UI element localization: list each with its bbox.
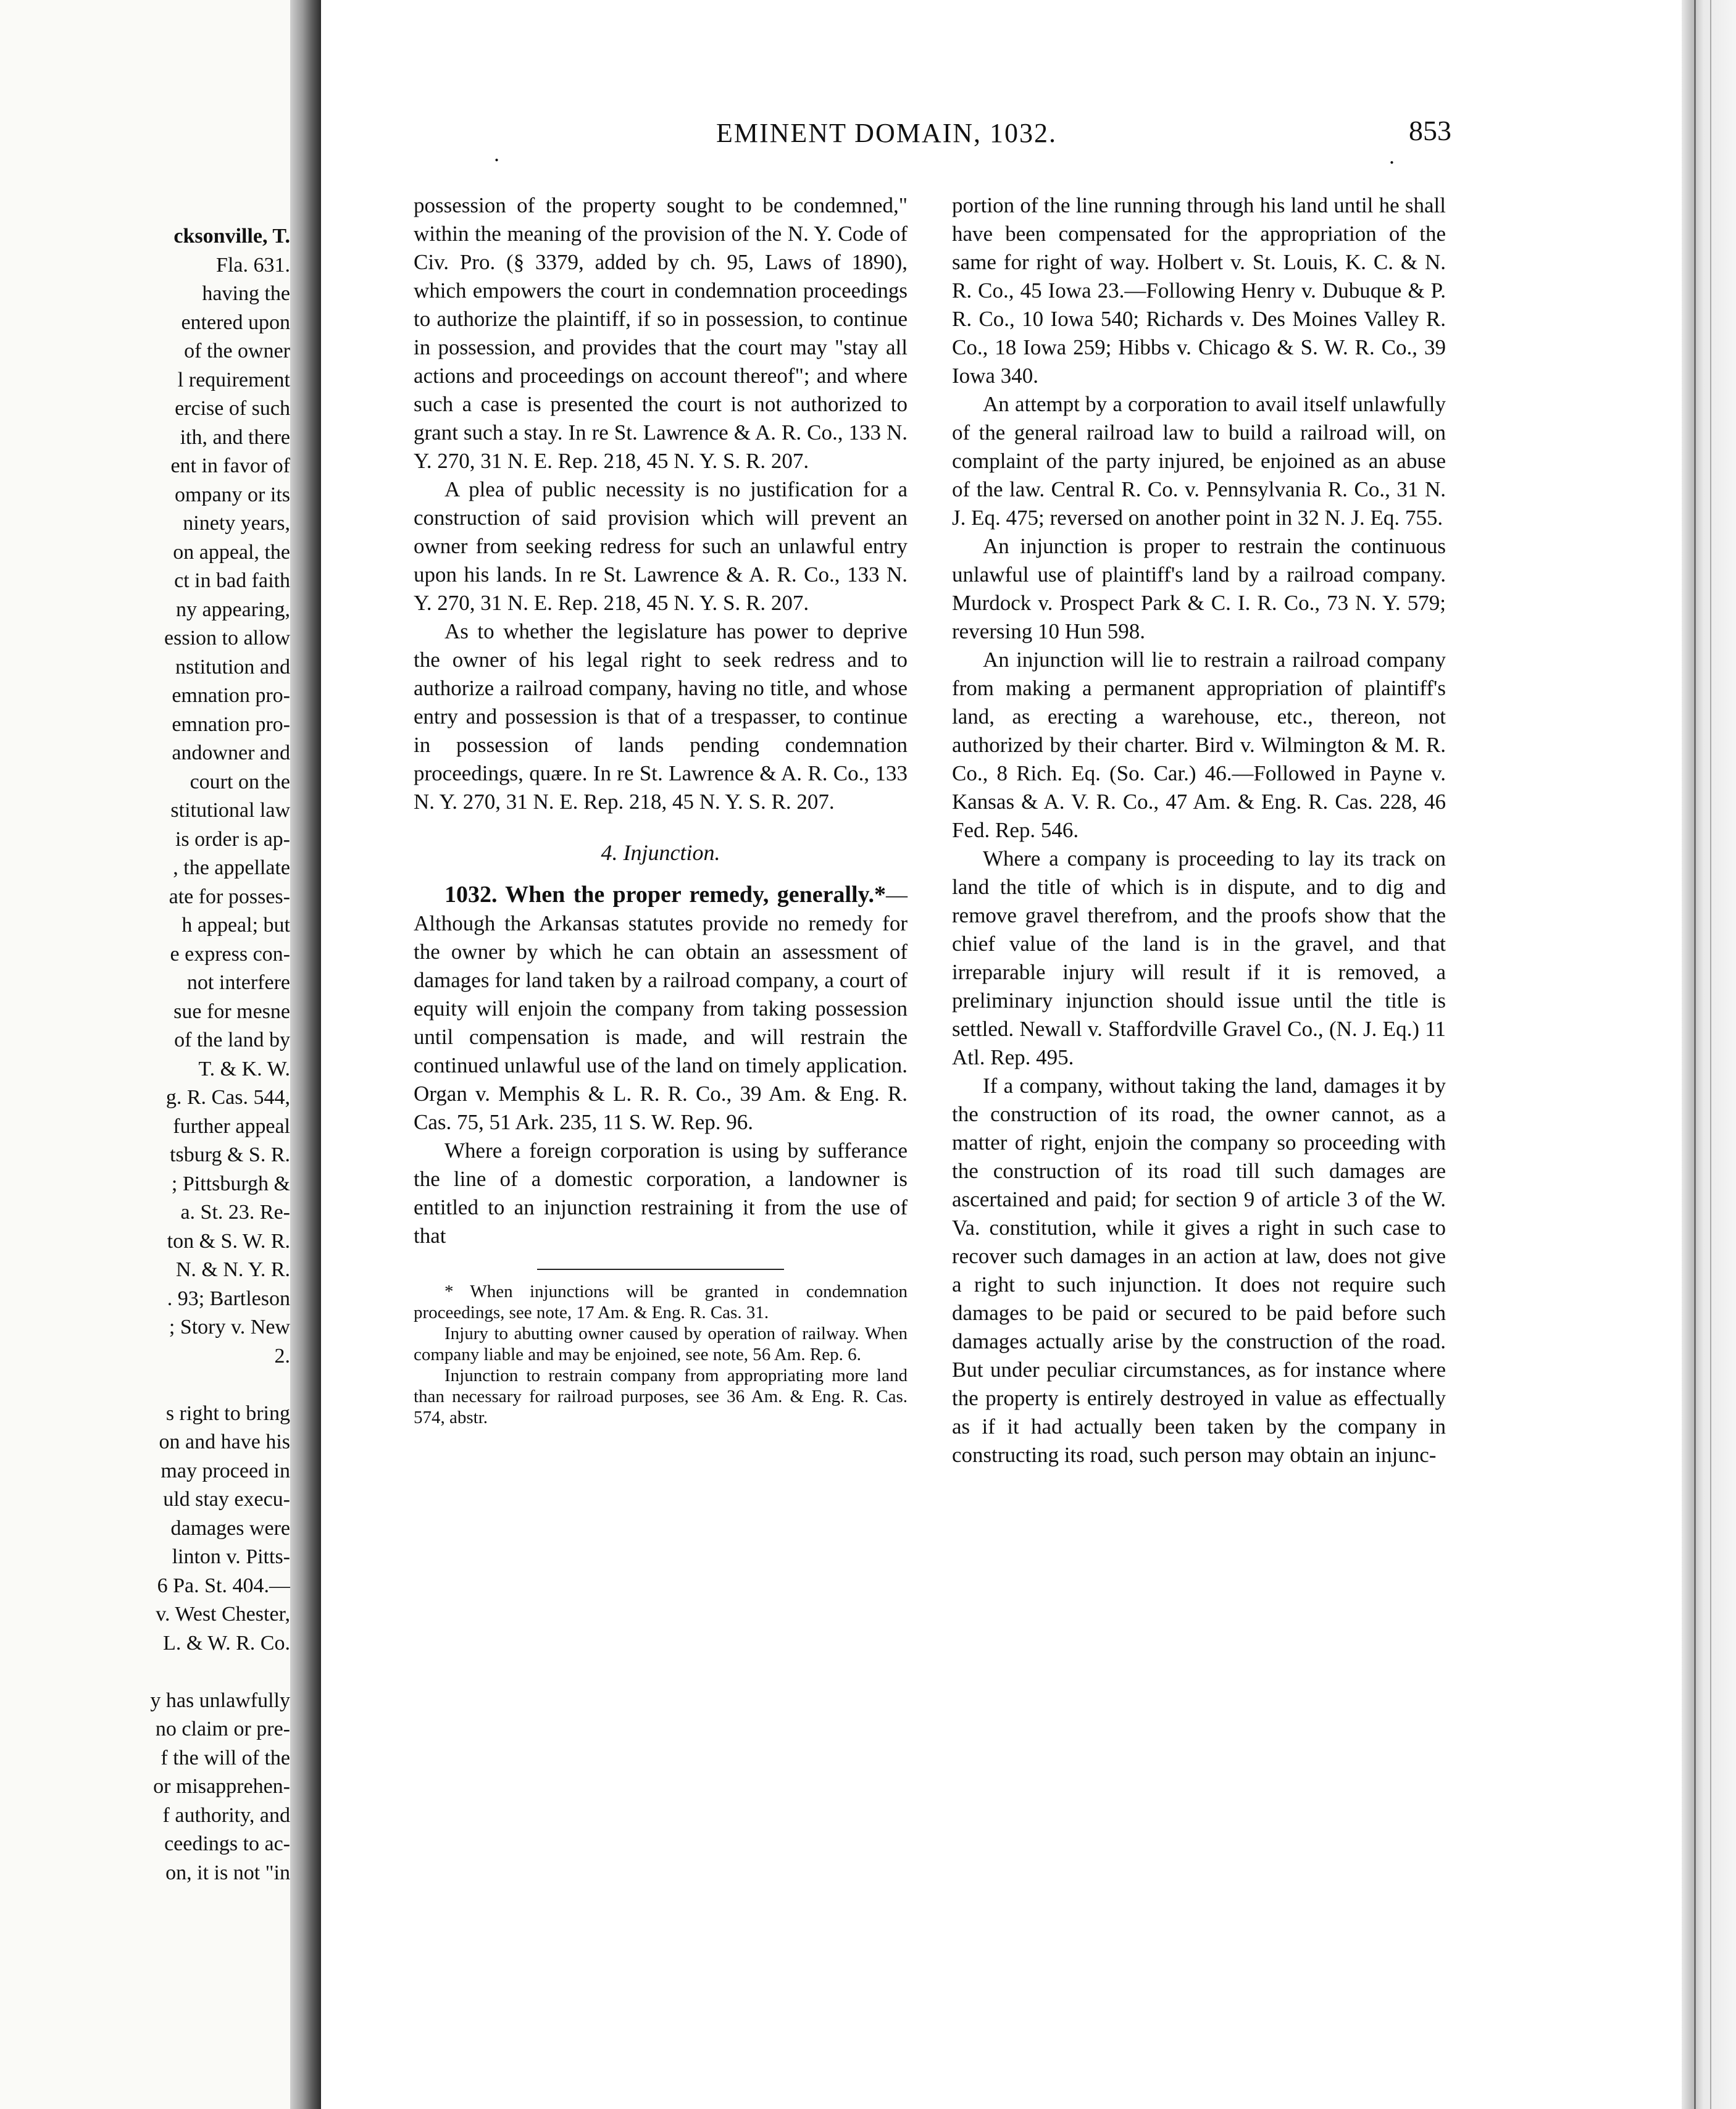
- margin-dot: .: [1389, 144, 1395, 169]
- page-edge-right: [1682, 0, 1736, 2109]
- facing-page-line: f authority, and: [162, 1803, 290, 1827]
- running-head: EMINENT DOMAIN, 1032.: [716, 118, 1058, 148]
- facing-page-line: [19, 1658, 290, 1687]
- section-paragraph: Where a foreign corporation is using by sufferance the line of a domestic corporation, a landowner is entitled to an injunction restraining it from the use of that: [414, 1138, 908, 1248]
- paragraph: If a company, without taking the land, damages it by the construction of its road, the owner cannot, as a matter of right, enjoin the company so proceeding with the construction of its road till such damages are ascertained and paid; for section 9 of article 3 of the W. Va. constitution, while it gives a right in such case to recover such damages in an action at law, does not give a right to such injunction. It does not require such damages to be paid or secured to be paid before such damages actually arise by the construction of the road. But under peculiar circumstances, as for instance where the property is entirely destroyed in value as effectually as if it had actually been taken by the company in constructing its road, such person may obtain an injunc-: [952, 1074, 1446, 1467]
- facing-page-line: court on the: [190, 770, 290, 793]
- facing-page-line: ; Story v. New: [169, 1316, 290, 1338]
- facing-page-line: a. St. 23. Re-: [180, 1201, 290, 1224]
- column-right: [952, 191, 1446, 1469]
- footnote: Injunction to restrain company from appropriating more land than necessary for railroad purposes, see 36 Am. & Eng. R. Cas. 574, abstr.: [414, 1366, 908, 1427]
- footnote: * When injunctions will be granted in condemnation proceedings, see note, 17 Am. & Eng. R. Cas. 31.: [414, 1282, 908, 1322]
- facing-page-line: andowner and: [172, 741, 290, 764]
- facing-page-line: L. & W. R. Co.: [163, 1631, 290, 1655]
- facing-page-line: uld stay execu-: [163, 1488, 290, 1511]
- facing-page-line: ercise of such: [175, 397, 290, 420]
- column-left-paragraphs: [414, 191, 908, 816]
- facing-page-line: v. West Chester,: [156, 1603, 290, 1626]
- facing-page-line: tsburg & S. R.: [170, 1143, 290, 1166]
- paragraph: As to whether the legislature has power to deprive the owner of his legal right to seek redress and to authorize a railroad company, having no title, and whose entry and possession is that of a trespasser, to continue in possession of lands pending condemnation proceedings, quære. In re St. Lawrence & A. R. Co., 133 N. Y. 270, 31 N. E. Rep. 218, 45 N. Y. S. R. 207.: [414, 619, 908, 814]
- facing-page-line: cksonville, T.: [173, 225, 290, 248]
- facing-page-line: ent in favor of: [170, 454, 290, 477]
- paragraph: A plea of public necessity is no justification for a construction of said provision which will prevent an owner from seeking redress for such an unlawful entry upon his lands. In re St. Lawrence & A. R. Co., 133 N. Y. 270, 31 N. E. Rep. 218, 45 N. Y. S. R. 207.: [414, 477, 908, 615]
- facing-page-line: y has unlawfully: [150, 1689, 290, 1712]
- paragraph: possession of the property sought to be condemned," within the meaning of the provision of the N. Y. Code of Civ. Pro. (§ 3379, added by ch. 95, Laws of 1890), which empowers the court in condemnation proceedings to authorize the plaintiff, if so in possession, to continue in possession, and provides that the court may "stay all actions and proceedings on account thereof"; and where such a case is presented the court is not authorized to grant such a stay. In re St. Lawrence & A. R. Co., 133 N. Y. 270, 31 N. E. Rep. 218, 45 N. Y. S. R. 207.: [414, 193, 908, 473]
- facing-page-line: ; Pittsburgh &: [171, 1172, 290, 1195]
- section-first-paragraph: [414, 880, 908, 1137]
- margin-dot: .: [494, 141, 499, 166]
- facing-page-line: 2.: [274, 1344, 290, 1368]
- facing-page-line: ny appearing,: [175, 598, 290, 621]
- facing-page-line: linton v. Pitts-: [172, 1545, 290, 1568]
- facing-page-line: g. R. Cas. 544,: [165, 1086, 290, 1109]
- page-edge-line: [1710, 0, 1711, 2109]
- column-left: [414, 191, 908, 1428]
- column-right-paragraphs: [952, 191, 1446, 1469]
- facing-page-line: s right to bring: [165, 1401, 290, 1425]
- facing-page-line: N. & N. Y. R.: [175, 1258, 290, 1281]
- facing-page-line: ct in bad faith: [174, 569, 290, 592]
- facing-page-line: not interfere: [186, 971, 290, 994]
- facing-page-line: is order is ap-: [175, 827, 290, 851]
- section-heading-text: —Although the Arkansas statutes provide no remedy for the owner by which he can obtain an assessment of damages for land taken by a railroad company, a court of equity will enjoin the company from taking possession until compensation is made, and will restrain the continued unlawful use of the land on timely application. Organ v. Memphis & L. R. R. Co., 39 Am. & Eng. R. Cas. 75, 51 Ark. 235, 11 S. W. Rep. 96.: [414, 883, 908, 1134]
- facing-page-line: or misapprehen-: [153, 1775, 290, 1798]
- facing-page-line: entered upon: [181, 311, 290, 334]
- page-edge-line: [1694, 0, 1696, 2109]
- page-number: 853: [1409, 115, 1451, 146]
- paragraph: portion of the line running through his land until he shall have been compensated for the appropriation of the same for right of way. Holbert v. St. Louis, K. C. & N. R. Co., 45 Iowa 23.—Following Henry v. Dubuque & P. R. Co., 10 Iowa 540; Richards v. Des Moines Valley R. Co., 18 Iowa 259; Hibbs v. Chicago & S. W. R. Co., 39 Iowa 340.: [952, 193, 1446, 388]
- facing-page-line: ton & S. W. R.: [167, 1229, 290, 1253]
- facing-page-line: stitutional law: [170, 799, 290, 822]
- facing-page-line: nstitution and: [175, 655, 290, 679]
- facing-page-line: ceedings to ac-: [164, 1832, 290, 1855]
- facing-page-line: 6 Pa. St. 404.—: [157, 1574, 290, 1597]
- facing-page-line: e express con-: [170, 942, 290, 966]
- paragraph: An attempt by a corporation to avail itself unlawfully of the general railroad law to build a railroad will, on complaint of the party injured, be enjoined as an abuse of the law. Central R. Co. v. Pennsylvania R. Co., 31 N. J. Eq. 475; reversed on another point in 32 N. J. Eq. 755.: [952, 392, 1446, 530]
- footnotes: [414, 1281, 908, 1428]
- facing-page-line: ith, and there: [180, 425, 290, 449]
- facing-page-line: ession to allow: [164, 627, 290, 649]
- facing-page-text: [19, 222, 290, 1887]
- facing-page-line: f the will of the: [161, 1746, 290, 1769]
- footnote-divider: [537, 1269, 784, 1270]
- facing-page-line: having the: [202, 282, 290, 305]
- facing-page-line: on and have his: [159, 1430, 290, 1453]
- facing-page-line: sue for mesne: [173, 1000, 290, 1023]
- paragraph: Where a company is proceeding to lay its track on land the title of which is in dispute, and to dig and remove gravel therefrom, and the proofs show that the chief value of the land is in the gravel, and that irreparable injury will result if it is removed, a preliminary injunction should issue until the title is settled. Newall v. Staffordville Gravel Co., (N. J. Eq.) 11 Atl. Rep. 495.: [952, 846, 1446, 1069]
- facing-page-line: damages were: [170, 1516, 290, 1540]
- facing-page-line: may proceed in: [161, 1459, 290, 1482]
- facing-page-line: h appeal; but: [182, 914, 290, 937]
- facing-page-line: no claim or pre-: [155, 1718, 290, 1740]
- facing-page-fragment: [0, 0, 290, 2109]
- book-gutter: [290, 0, 321, 2109]
- section-heading: 1032. When the proper remedy, generally.*: [444, 882, 886, 908]
- facing-page-line: Fla. 631.: [216, 253, 290, 277]
- facing-page-line: [19, 1371, 290, 1400]
- facing-page-line: ompany or its: [175, 483, 290, 506]
- facing-page-line: ate for posses-: [169, 885, 290, 908]
- paragraph: An injunction is proper to restrain the continuous unlawful use of plaintiff's land by a railroad company. Murdock v. Prospect Park & C. I. R. Co., 73 N. Y. 579; reversing 10 Hun 598.: [952, 534, 1446, 643]
- facing-page-line: of the land by: [174, 1029, 290, 1051]
- footnote: Injury to abutting owner caused by operation of railway. When company liable and may be enjoined, see note, 56 Am. Rep. 6.: [414, 1324, 908, 1364]
- facing-page-line: emnation pro-: [172, 712, 290, 736]
- facing-page-line: ninety years,: [183, 512, 290, 535]
- facing-page-line: on, it is not "in: [165, 1861, 290, 1884]
- facing-page-line: emnation pro-: [172, 684, 290, 707]
- facing-page-line: T. & K. W.: [198, 1057, 290, 1080]
- facing-page-line: . 93; Bartleson: [167, 1287, 290, 1310]
- paragraph: An injunction will lie to restrain a railroad company from making a permanent appropriation of plaintiff's land, as erecting a warehouse, etc., thereon, not authorized by their charter. Bird v. Wilmington & M. R. Co., 8 Rich. Eq. (So. Car.) 46.—Followed in Payne v. Kansas & A. V. R. Co., 47 Am. & Eng. R. Cas. 228, 46 Fed. Rep. 546.: [952, 648, 1446, 842]
- facing-page-line: , the appellate: [173, 856, 290, 879]
- facing-page-line: of the owner: [184, 340, 290, 362]
- facing-page-line: on appeal, the: [173, 540, 290, 564]
- facing-page-line: l requirement: [177, 368, 290, 391]
- facing-page-line: further appeal: [173, 1114, 290, 1138]
- section-title: 4. Injunction.: [601, 840, 720, 865]
